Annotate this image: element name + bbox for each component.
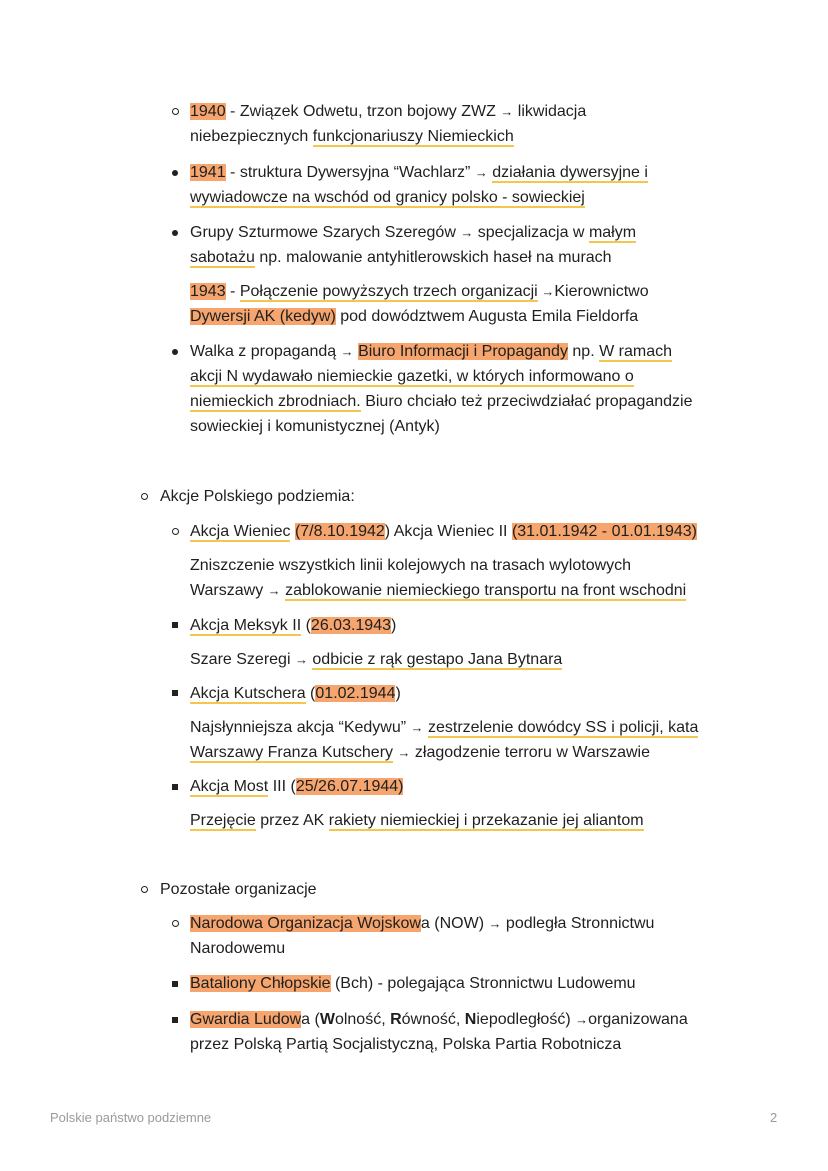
- bullet-square: [172, 784, 178, 790]
- bullet-dot: [172, 170, 178, 176]
- bullet-circle: [141, 493, 148, 500]
- footer-title: Polskie państwo podziemne: [50, 1110, 212, 1125]
- list-item: Bataliony Chłopskie (Bch) - polegająca Stronnictwu Ludowemu: [190, 975, 636, 992]
- bullet-dot: [172, 230, 178, 236]
- list-item: Narodowa Organizacja Wojskowa (NOW) → podległa Stronnictwu Narodowemu: [190, 915, 655, 957]
- bullet-circle: [141, 886, 148, 893]
- list-item: 1941 - struktura Dywersyjna “Wachlarz” → działania dywersyjne i wywiadowcze na wschód od granicy polsko - sowieckiej: [190, 164, 648, 206]
- paragraph: Najsłynniejsza akcja “Kedywu” → zestrzelenie dowódcy SS i policji, kata Warszawy Franza Kutschery → złagodzenie terroru w Warszawie: [190, 719, 699, 761]
- paragraph: Szare Szeregi → odbicie z rąk gestapo Jana Bytnara: [190, 651, 563, 668]
- page-number: 2: [770, 1110, 778, 1125]
- list-item: Akcja Wieniec (7/8.10.1942) Akcja Wieniec II (31.01.1942 - 01.01.1943): [190, 523, 697, 540]
- paragraph: Zniszczenie wszystkich linii kolejowych na trasach wylotowych Warszawy → zablokowanie niemieckiego transportu na front wschodni: [190, 557, 687, 599]
- paragraph: 1943 - Połączenie powyższych trzech organizacji →Kierownictwo Dywersji AK (kedyw) pod dowództwem Augusta Emila Fieldorfa: [190, 283, 649, 325]
- list-item: Akcja Most III (25/26.07.1944): [190, 778, 404, 795]
- bullet-square: [172, 1017, 178, 1023]
- bullet-circle: [172, 528, 179, 535]
- section-heading: Akcje Polskiego podziemia:: [160, 488, 355, 505]
- bullet-dot: [172, 349, 178, 355]
- list-item: Walka z propagandą → Biuro Informacji i Propagandy np. W ramach akcji N wydawało niemieckie gazetki, w których informowano o niemieckich zbrodniach. Biuro chciało też przeciwdziałać propagandzie sowieckiej i komunistycznej (Antyk): [190, 343, 693, 435]
- list-item: Akcja Meksyk II (26.03.1943): [190, 617, 397, 634]
- bullet-circle: [172, 108, 179, 115]
- bullet-square: [172, 690, 178, 696]
- list-item: Gwardia Ludowa (Wolność, Równość, Niepodległość) →organizowana przez Polską Partią Socjalistyczną, Polska Partia Robotnicza: [190, 1011, 688, 1053]
- bullet-square: [172, 981, 178, 987]
- list-item: Akcja Kutschera (01.02.1944): [190, 685, 401, 702]
- paragraph: Przejęcie przez AK rakiety niemieckiej i przekazanie jej aliantom: [190, 812, 644, 829]
- bullet-square: [172, 622, 178, 628]
- list-item: 1940 - Związek Odwetu, trzon bojowy ZWZ → likwidacja niebezpiecznych funkcjonariuszy Niemieckich: [190, 103, 587, 145]
- list-item: Grupy Szturmowe Szarych Szeregów → specjalizacja w małym sabotażu np. malowanie antyhitlerowskich haseł na murach: [190, 224, 637, 266]
- bullet-circle: [172, 920, 179, 927]
- section-heading: Pozostałe organizacje: [160, 881, 317, 898]
